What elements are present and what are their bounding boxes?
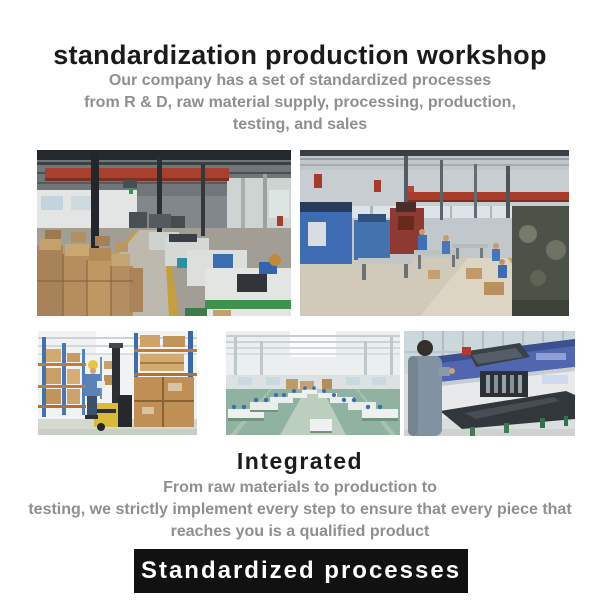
warehouse-photo: [38, 331, 197, 435]
subtitle-line-2: from R & D, raw material supply, processing, production,: [84, 94, 516, 111]
page-subtitle: [0, 70, 600, 136]
molding-workshop-illustration: [37, 150, 291, 316]
press-workshop-photo: [300, 150, 569, 316]
integrated-line-2: testing, we strictly implement every step to ensure that every piece that: [28, 501, 572, 518]
integrated-line-1: From raw materials to production to: [163, 479, 437, 496]
banner-label: Standardized processes: [140, 557, 462, 584]
subtitle-line-1: Our company has a set of standardized processes: [108, 72, 492, 89]
integrated-description: [0, 477, 600, 543]
subtitle-line-3: testing, and sales: [232, 116, 368, 133]
molding-workshop-photo: [37, 150, 291, 316]
cnc-machine-illustration: [404, 331, 575, 436]
assembly-line-photo: [226, 331, 400, 435]
integrated-heading: Integrated: [236, 448, 364, 474]
cnc-machine-photo: [404, 331, 575, 436]
integrated-line-3: reaches you is a qualified product: [170, 523, 430, 540]
warehouse-illustration: [38, 331, 197, 435]
press-workshop-illustration: [300, 150, 569, 316]
page-title: standardization production workshop: [53, 40, 547, 70]
standardized-processes-banner: [134, 549, 468, 593]
assembly-line-illustration: [226, 331, 400, 435]
